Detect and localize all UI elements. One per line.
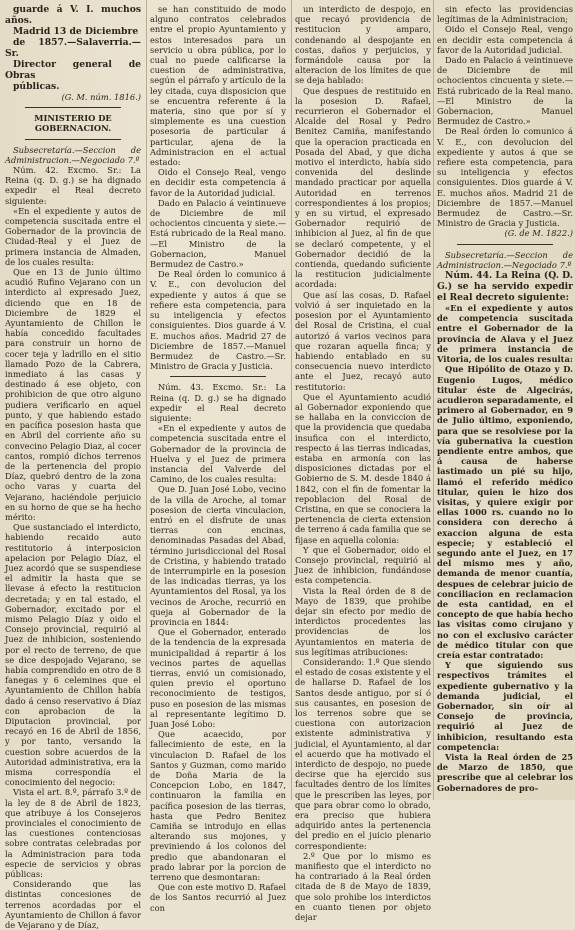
paragraph: Vista la Real órden de 8 de Mayo de 1839, que prohibe dejar sin efecto por medio de interdictos procedentes las providencias de los Ayuntamientos en materia de sus legítimas atribuciones: (295, 585, 431, 657)
paragraph: «En el expediente y autos de competencia suscitada entre el Gobernador de la provincia de Huelva y el Juez de primera instancia del Valverde del Camino, de los cuales resulta: (150, 423, 286, 485)
divider (457, 244, 553, 245)
paragraph: un interdicto de despojo, en que recayó providencia de restitucion y amparo, condenando al despojante en costas, daños y perjuicios, y formándole causa por la alteracion de los límites de que se deja hablado: (295, 4, 431, 86)
paragraph: Y que siguiendo sus respectivos trámites el expediente gubernativo y la demanda judicial, el Gobernador, sin oír al Consejo de provincia, requirió al Juez de inhibicion, resultando esta competencia: (437, 660, 573, 752)
column-divider (433, 0, 434, 800)
paragraph: Considerando: 1.º Que siendo el estado de cosas existente y el de hallarse D. Rafael de los Santos desde antiguo, por sí ó sus causantes, en posesion de los terrenos sobre que se cuestiona con autorizacion existente administrativa y judicial, el Ayuntamiento, al dar el acuerdo que ha motivado el interdicto de despojo, no puede decirse que ha ejercido sus facultades dentro de los límites que le prescriben las leyes, por que para obrar como lo obrado, era preciso que hubiera adquirido antes la pertenencia del predio en el juicio plenario correspondiente: (295, 657, 431, 851)
paragraph: Y que el Gobernador, oido el Consejo provincial, requirió al Juez de inhibicion, fundándose esta competencia. (295, 544, 431, 586)
paragraph: «En el expediente y autos de competencia suscitada entre el Gobernador de la provincia de Alava y el Juez de primera instancia de Vitoria, de los cuales resulta: (437, 303, 573, 365)
divider (170, 376, 266, 377)
paragraph: Que así las cosas, D. Rafael volvió á ser inquietado en la posesion por el Ayuntamiento del Rosal de Cristina, el cual autorizó á varios vecinos para que rozaran aquella finca; y habiendo entablado en su consecuencia nuevo interdicto ante el Juez, recayó auto restitutorio: (295, 289, 431, 392)
header-line: guarde á V. I. muchos años. (5, 4, 141, 26)
paragraph: Que con este motivo D. Rafael de los Santos recurrió al Juez con (150, 882, 286, 913)
signature: (G. M. núm. 1816.) (61, 92, 141, 102)
header-line: Director general de Obras (5, 59, 141, 81)
paragraph: sin efecto las providencias legítimas de la Administracion; (437, 4, 573, 25)
paragraph: se han constituido de modo alguno contratos celebrados entre el propio Ayuntamiento y estos interesados para un servicio u obra pública, por lo cual no puede calificarse la cuestion de administrativa, según el párrafo y artículo de la ley citada, cuya disposicion que se encuentra referente á la materia, sino que por sí y simplemente es una cuestion posesoria de particular á particular, ajena de la Administracion en el actual estado: (150, 4, 286, 168)
paragraph: Oido el Consejo Real, vengo en decidir esta competencia á favor de la Autoridad judicial. (150, 167, 286, 198)
column-1 (5, 4, 141, 930)
paragraph: Que acaecido, por fallecimiento de este, en la vinculacion D. Rafael de los Santos y Guzman, como marido de Doña Maria de la Concepcion Lobo, en 1847, continuaron la familia en pacífica posesion de las tierras, hasta que Pedro Benitez Camiña se introdujo en ellas alterando sus mojones, y previniendo á los colonos del predio que abandonaran el prado labrar por la porcion de terreno que desmontaran: (150, 729, 286, 883)
header-line: de 1857.—Salaverria.—Sr. (5, 37, 141, 59)
paragraph: Dado en Palacio á veintinueve de Diciembre de mil ochocientos cincuenta y siete.—Está rubricado de la Real mano.—El Ministro de la Gobernacion, Manuel Bermudez de Castro.» (437, 55, 573, 127)
column-2 (150, 4, 286, 913)
paragraph: Que Hipólito de Otazo y D. Eugenio Lugos, médico titular éste de Algecirás, acudieron separadamente, el primero al Gobernador, en 9 de Julio último, exponiendo, para que se resolviese por la vía gubernativa la cuestion pendiente entre ambos, que á causa de haberse lastimado un pié su hijo, llamó el referido médico titular, quien le hizo dos visitas, y quiere exigir por ellas 1000 rs. cuando no lo considera con derecho á exaccion alguna de esta especie; y estableció el segundo ante el Juez, en 17 del mismo mes y año, demanda de menor cuantía, despues de celebrar juicio de conciliacion en reclamacion de esta cantidad, en el concepto de que había hecho las visitas como cirujano y no con el exclusivo carácter de médico titular con que creía estar contratado: (437, 364, 573, 660)
signature: (G. de M. 1822.) (504, 228, 573, 239)
ministry-heading: MINISTERIO DE GOBERNACION. (34, 113, 112, 134)
paragraph: Vista el art. 8.º, párrafo 3.º de la ley de 8 de Abril de 1823, que atribuye á los Consejeros provinciales el conocimiento de las cuestiones contenciosas sobre contratas celebradas por la Administracion para toda especie de servicios y obras públicas: (5, 787, 141, 880)
decree-heading: Núm. 43. Excmo. Sr.: La Reina (q. D. g.) se ha dignado expedir el Real decreto siguiente: (150, 382, 286, 423)
paragraph: Oido el Consejo Real, vengo en decidir esta competencia á favor de la Autoridad judicial. (437, 24, 573, 55)
subsection: Subsecretaría.—Seccion de Administracion.—Negociado 7.º (437, 249, 573, 270)
subsection: Subsecretaría.—Seccion de Administracion.—Negociado 7.º (5, 144, 141, 165)
paragraph: Que el Gobernador, enterado de la tendencia de la expresada municipalidad á repartir á los vecinos partes de aquellas tierras, envió un comisionado, quien previo el oportuno reconocimiento de testigos, puso en posesion de las mismas al representante legítimo D. Juan José Lobo: (150, 627, 286, 730)
column-3 (295, 4, 431, 923)
paragraph: Considerando que las distintas concesiones de terrenos acordadas por el Ayuntamiento de Chillon á favor de Vejarano y de Díaz, (5, 879, 141, 930)
paragraph: Que D. Juan José Lobo, vecino de la villa de Aroche, al tomar posesion de cierta vinculacion, entró en el disfrute de unas tierras con encinas, denominadas Pasadas del Abad, término jurisdiccional del Rosal de Cristina, y habiendo tratado de interrumpirle en la posesion de las indicadas tierras, ya los Ayuntamientos del Rosal, ya los vecinos de Aroche, recurrió en queja al Gobernador de la provincia en 1844: (150, 484, 286, 627)
paragraph: Que en 13 de Junio último acudió Rufino Vejarano con un interdicto al expresado Juez, diciendo que en 18 de Diciembre de 1829 el Ayuntamiento de Chillon le había concedido facultades para construir un horno de cocer teja y ladrillo en el sitio llamado Pozo de la Cabrera, inmediato á las casas y destinado á ese objeto, con prohibicion de que otro alguno pudiera verificarlo en aquel punto, y que habiendo estado en pacífica posesion hasta que en Abril del corriente año su convecino Pelagio Diaz, al cocer cantos, rompió dichos terrenos de la pertenencia del propio Díaz, quebró dentro de la zona ocho varas y cuarta del Vejarano, haciéndole perjuicio en su horno de que se ha hecho mérito: (5, 267, 141, 522)
header-line: Madrid 13 de Diciembre (13, 26, 139, 37)
paragraph: Que el Ayuntamiento acudió al Gobernador exponiendo que se hallaba en la conviccion de que la providencia que quedaba insufica con el interdicto, respecto á las tierras indicadas, estaba en armonía con las disposiciones dictadas por el Gobierno de S. M. desde 1840 á 1842, con el fin de fomentar la repoblacion del Rosal de Cristina, en que se conociera la pertenencia de cierta extension de terreno á cada familia que se fijase en aquella colonia: (295, 391, 431, 545)
divider (25, 107, 121, 108)
column-4 (437, 4, 573, 796)
paragraph: De Real órden lo comunico á V. E., con devolucion del expediente y autos á que se refiere esta competencia, para su inteligencia y efectos consiguientes. Dios guarde á V. E. muchos años. Madrid 21 de Diciembre de 1857.—Manuel Bermudez de Castro.—Sr. Ministro de Gracia y Justicia. (437, 126, 573, 229)
decree-heading: Núm. 44. La Reina (Q. D. G.) se ha servido expedir el Real decreto siguiente: (437, 270, 573, 304)
paragraph: 2.º Que por lo mismo es manifiesto que el interdicto no ha contrariado á la Real órden citada de 8 de Mayo de 1839, que solo prohibe los interdictos en cuanto tienen por objeto dejar (295, 850, 431, 923)
header-line: públicas. (13, 81, 60, 92)
column-divider (146, 0, 147, 800)
column-divider (291, 0, 292, 800)
paragraph: Que sustanciado el interdicto, habiendo recaido auto restitutorio á interposicion apelacion por Pelagio Díaz, el Juez acordó que se suspendiese el admitir la hasta que se llevase á efecto la restitucion decretada; y en tal estado, el Gobernador, excitado por el mismo Pelagio Díaz y oido el Consejo provincial, requirió al Juez de inhibicion, sosteniendo por el recto de terreno, de que se dice despojado Vejarano, se había comprendido en otro de 8 fanegas y 6 celemines que el Ayuntamiento de Chillon había dado á censo reservativo á Díaz con aprobacion de la Diputacion provincial, por recayó en 16 de Abril de 1856, y por tanto, versando la cuestion sobre acuerdos de la Autoridad administrativa, era la misma correspondía el conocimiento del negocio: (5, 522, 141, 788)
decree-heading: Núm. 42. Excmo. Sr.: La Reina (q. D. g.) se ha dignado expedir el Real decreto siguiente: (5, 165, 141, 206)
paragraph: De Real órden lo comunico á V. E., con devolucion del expediente y autos á que se refiere esta competencia, para su inteligencia y efectos consiguientes. Dios guarde á V. E. muchos años. Madrid 27 de Diciembre de 1857.—Manuel Bermudez de Castro.—Sr. Ministro de Gracia y Justicia. (150, 269, 286, 372)
paragraph: Vista la Real órden de 25 de Marzo de 1850, que prescribe que al celebrar los Gobernadores de pro- (437, 752, 573, 793)
divider (25, 139, 121, 140)
paragraph: Dado en Palacio á veintinueve de Diciembre de mil ochocientos cincuenta y siete.—Está rubricado de la Real mano.—El Ministro de la Gobernacion, Manuel Bermudez de Castro.» (150, 197, 286, 270)
paragraph: Que despues de restituido en la posesion D. Rafael, recurrieron el Gobernador el Alcalde del Rosal y Pedro Benitez Camiña, manifestando que la operacion practicada en Posada del Abad, y que dicha motivo el interdicto, había sido convenida del deslinde mandado practicar por aquella Autoridad en terrenos correspondientes á los propios; y en su virtud, el expresado Gobernador requirió de inhibicion al Juez, al fin de que se declaró competente, y el Gobernador decidió de la contienda, quedando suficiente la restitucion judicialmente acordada: (295, 85, 431, 290)
paragraph: «En el expediente y autos de competencia suscitada entre el Gobernador de la provincia de Ciudad-Real y el Juez de primera instancia de Almaden, de los cuales resulta: (5, 205, 141, 267)
